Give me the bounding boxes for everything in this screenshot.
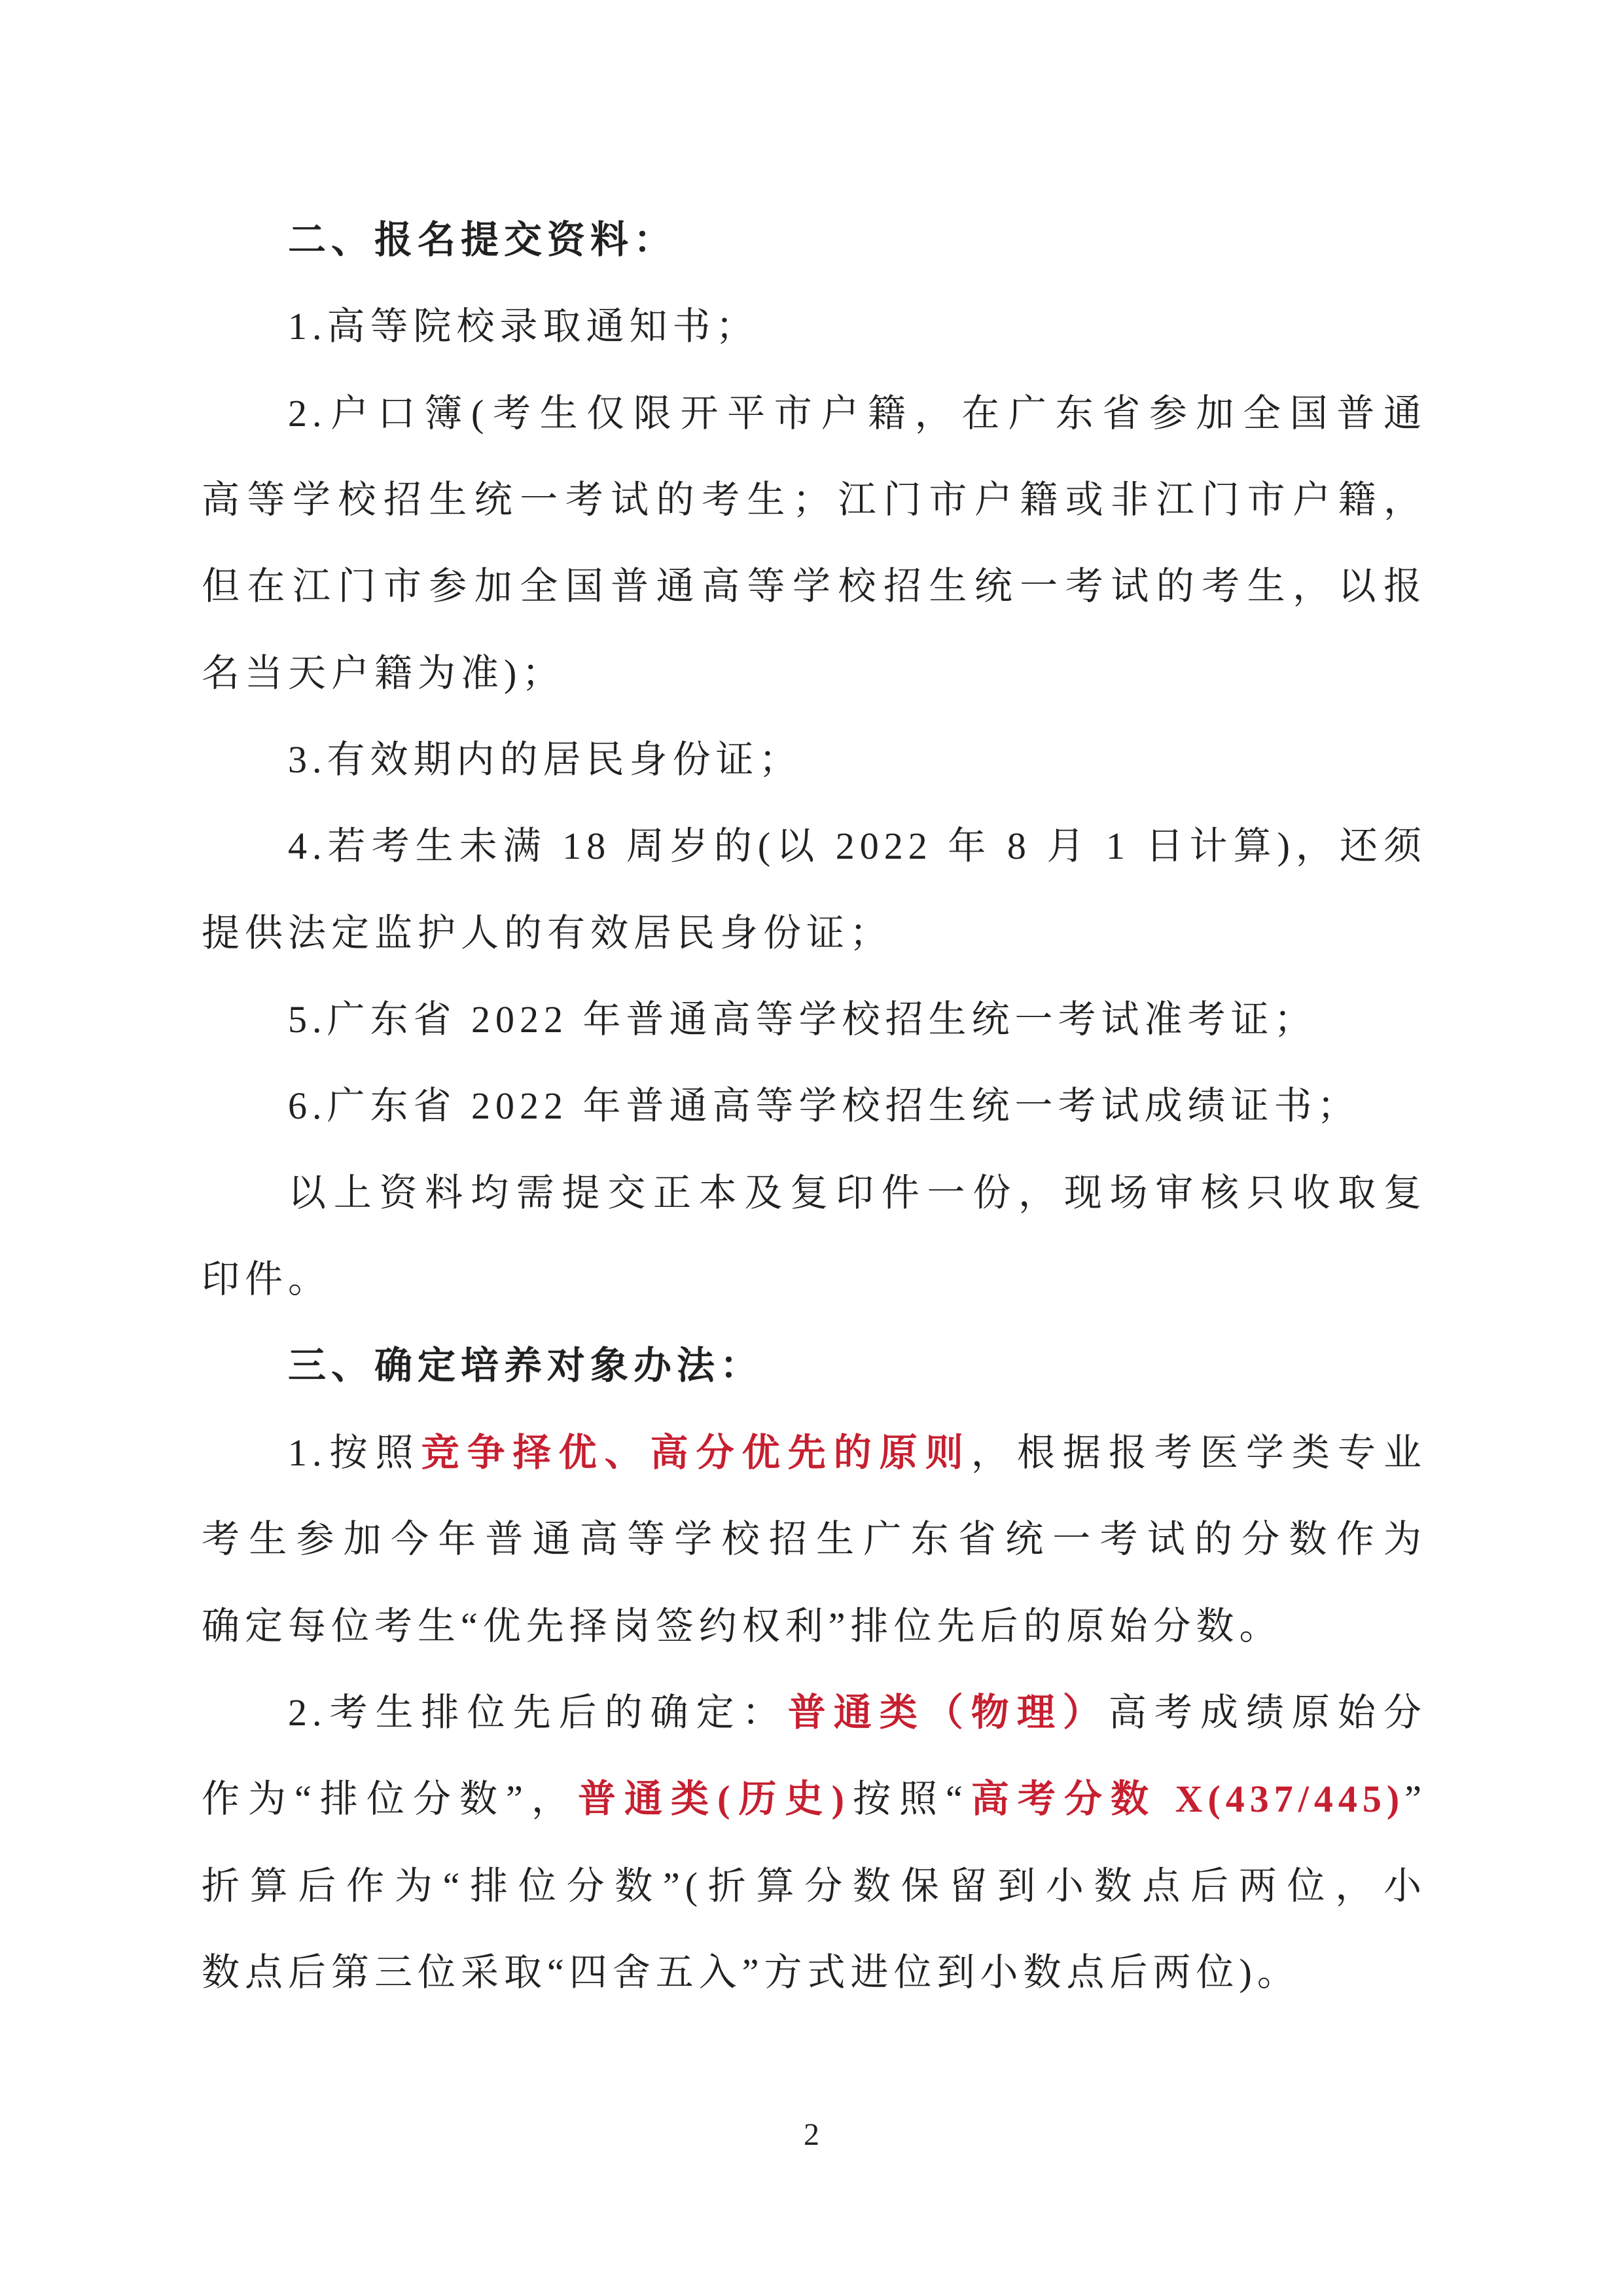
text-segment: 1.高等院校录取通知书；	[288, 305, 759, 348]
text-segment: 1.按照	[288, 1431, 421, 1474]
text-line	[202, 1236, 1427, 1323]
text-segment: 但在江门市参加全国普通高等学校招生统一考试的考生，以报	[202, 565, 1427, 608]
text-segment: 2.户口簿(考生仅限开平市户籍，在广东省参加全国普通	[288, 391, 1427, 435]
text-line	[202, 977, 1427, 1063]
text-segment: 考生参加今年普通高等学校招生广东省统一考试的分数作为	[202, 1518, 1427, 1561]
text-line	[202, 543, 1427, 630]
text-line	[202, 1929, 1427, 2016]
text-line	[202, 1496, 1427, 1583]
text-line	[202, 1063, 1427, 1149]
text-line	[202, 890, 1427, 977]
text-segment: 2.考生排位先后的确定：	[288, 1691, 788, 1734]
text-segment: 名当天户籍为准)；	[202, 651, 565, 694]
text-segment: 高考成绩原始分	[1108, 1691, 1427, 1734]
text-line	[202, 1756, 1427, 1842]
text-line	[202, 370, 1427, 457]
text-segment: 以上资料均需提交正本及复印件一份，现场审核只收取复	[288, 1171, 1427, 1214]
text-segment: 按照“	[849, 1778, 968, 1821]
text-line	[202, 803, 1427, 889]
text-segment: 作为“排位分数”，	[202, 1778, 578, 1821]
text-line	[202, 630, 1427, 717]
text-segment: 折算后作为“排位分数”(折算分数保留到小数点后两位，小	[202, 1864, 1427, 1907]
text-segment: ，根据报考医学类专业	[971, 1431, 1427, 1474]
text-segment: ”	[1404, 1778, 1427, 1821]
text-line	[202, 457, 1427, 543]
highlighted-text: 普通类(历史)	[577, 1778, 849, 1821]
text-segment: 6.广东省 2022 年普通高等学校招生统一考试成绩证书；	[288, 1085, 1361, 1128]
section-heading	[202, 1323, 1427, 1409]
text-line	[202, 1670, 1427, 1756]
text-line	[202, 717, 1427, 803]
highlighted-text: 高考分数 X(437/445)	[967, 1778, 1405, 1821]
text-segment: 4.若考生未满 18 周岁的(以 2022 年 8 月 1 日计算)，还须	[288, 825, 1427, 868]
text-segment: 二、报名提交资料：	[288, 219, 677, 261]
highlighted-text: 竞争择优、高分优先的原则	[421, 1431, 971, 1474]
text-line	[202, 1583, 1427, 1670]
text-segment: 数点后第三位采取“四舍五入”方式进位到小数点后两位)。	[202, 1950, 1300, 1994]
text-segment: 3.有效期内的居民身份证；	[288, 738, 802, 781]
text-segment: 三、确定培养对象办法：	[288, 1344, 764, 1388]
text-line	[202, 1150, 1427, 1236]
text-segment: 5.广东省 2022 年普通高等学校招生统一考试准考证；	[288, 998, 1317, 1041]
text-line	[202, 1843, 1427, 1929]
text-segment: 印件。	[202, 1258, 332, 1301]
text-segment: 高等学校招生统一考试的考生；江门市户籍或非江门市户籍，	[202, 478, 1427, 522]
document-body	[202, 197, 1427, 2016]
text-segment: 提供法定监护人的有效居民身份证；	[202, 911, 893, 954]
highlighted-text: 普通类（物理）	[787, 1691, 1109, 1734]
text-segment: 确定每位考生“优先择岗签约权利”排位先后的原始分数。	[202, 1604, 1283, 1647]
section-heading	[202, 197, 1427, 283]
text-line	[202, 1410, 1427, 1496]
text-line	[202, 283, 1427, 370]
page-number: 2	[804, 2117, 819, 2152]
